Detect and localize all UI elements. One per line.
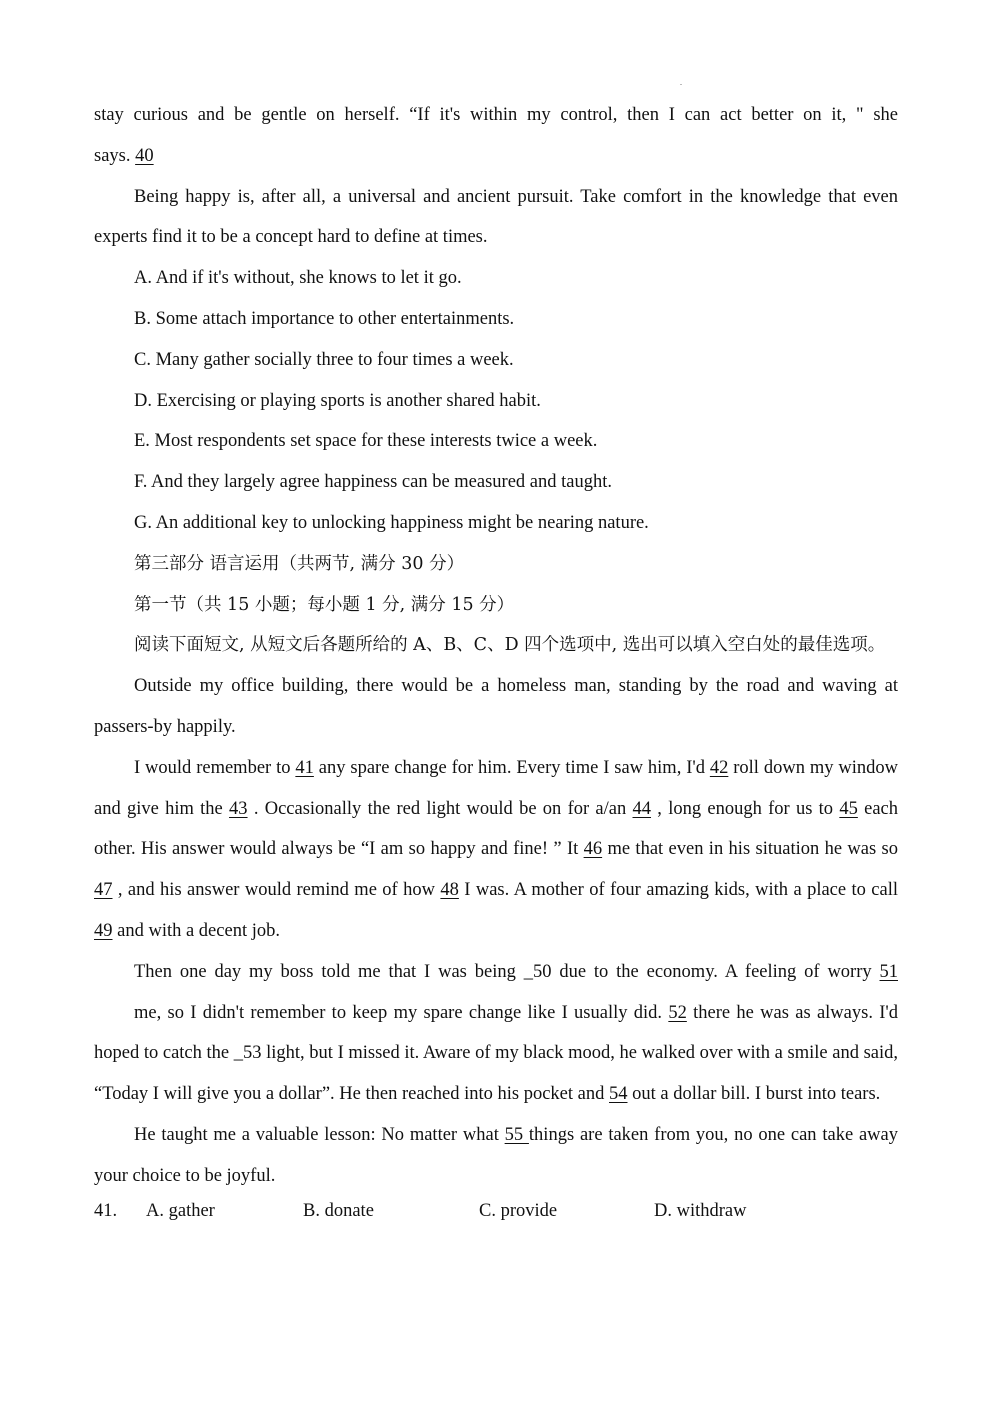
- text: and with a decent job.: [112, 920, 280, 941]
- text: me that even in his situation he was so: [602, 839, 898, 860]
- para-top-text: says.: [94, 145, 136, 166]
- text: out a dollar bill. I burst into tears.: [627, 1084, 881, 1105]
- para-happy: Being happy is, after all, a universal and ancient pursuit. Take comfort in the knowledge that even experts find it to be a concept hard to define at times.: [94, 186, 898, 248]
- story-para-2: [94, 748, 898, 952]
- blank-41: 41: [295, 757, 314, 778]
- blank-51: 51: [879, 961, 898, 982]
- section-part3-heading: 第三部分 语言运用（共两节, 满分 30 分）: [134, 553, 465, 574]
- text: there he was as always. I'd hoped to catch the _53 light, but I missed it. Aware of my black mood, he walked over with a smile and said, “Today I will give you a dollar”. He then reached into his pocket and: [94, 1002, 898, 1105]
- choice-a[interactable]: A. gather: [146, 1200, 215, 1221]
- blank-48: 48: [440, 880, 459, 901]
- text: He taught me a valuable lesson: No matter what: [134, 1124, 505, 1145]
- text: things are taken from you, no one can take away your choice to be joyful.: [94, 1124, 898, 1186]
- text: . Occasionally the red light would be on for a/an: [247, 798, 633, 819]
- option-c: C. Many gather socially three to four times a week.: [134, 349, 514, 370]
- blank-46: 46: [583, 839, 603, 860]
- option-b: B. Some attach importance to other entertainments.: [134, 308, 515, 329]
- option-a: A. And if it's without, she knows to let it go.: [134, 268, 462, 289]
- option-e: E. Most respondents set space for these interests twice a week.: [134, 431, 598, 452]
- choice-c[interactable]: C. provide: [479, 1200, 558, 1221]
- question-41: [94, 1191, 898, 1227]
- text: , long enough for us to: [651, 798, 840, 819]
- story-para-3: [94, 952, 898, 993]
- para-top-line2: [94, 136, 898, 177]
- option-g: G. An additional key to unlocking happiness might be nearing nature.: [134, 512, 649, 533]
- text: roll down my window and give him the: [94, 757, 898, 819]
- blank-40: 40: [135, 145, 154, 166]
- question-number: 41.: [94, 1200, 118, 1221]
- blank-55: 55: [504, 1124, 529, 1145]
- blank-44: 44: [632, 798, 652, 819]
- story-para-1: Outside my office building, there would be a homeless man, standing by the road and waving at passers-by happily.: [94, 676, 898, 737]
- document-page: [94, 95, 898, 1227]
- section-instruction: 阅读下面短文, 从短文后各题所给的 A、B、C、D 四个选项中, 选出可以填入空白处的最佳选项。: [134, 635, 886, 656]
- blank-49: 49: [94, 920, 113, 941]
- choice-b[interactable]: B. donate: [303, 1200, 374, 1221]
- blank-42: 42: [709, 757, 729, 778]
- blank-52: 52: [668, 1002, 687, 1023]
- text: each other. His answer would always be “I am so happy and fine! ” It: [94, 798, 899, 860]
- story-para-5: [94, 1115, 898, 1197]
- text: , and his answer would remind me of how: [112, 880, 441, 901]
- text: Then one day my boss told me that I was being _50 due to the economy. A feeling of worry: [134, 961, 880, 982]
- blank-43: 43: [229, 798, 248, 819]
- text: any spare change for him. Every time I saw him, I'd: [313, 757, 710, 778]
- story-para-4: [94, 993, 898, 1115]
- text: me, so I didn't remember to keep my spare change like I usually did.: [134, 1002, 669, 1023]
- option-d: D. Exercising or playing sports is another shared habit.: [134, 390, 541, 411]
- stray-dot: [680, 84, 682, 85]
- para-top-line1: stay curious and be gentle on herself. “If it's within my control, then I can act better on it, " she: [94, 105, 898, 125]
- choice-d[interactable]: D. withdraw: [654, 1200, 747, 1221]
- blank-45: 45: [839, 798, 858, 819]
- section-1-heading: 第一节（共 15 小题；每小题 1 分, 满分 15 分）: [134, 594, 515, 615]
- blank-47: 47: [94, 880, 113, 901]
- text: I would remember to: [134, 757, 296, 778]
- text: I was. A mother of four amazing kids, with a place to call: [458, 880, 898, 901]
- option-f: F. And they largely agree happiness can be measured and taught.: [134, 472, 613, 493]
- blank-54: 54: [609, 1084, 628, 1105]
